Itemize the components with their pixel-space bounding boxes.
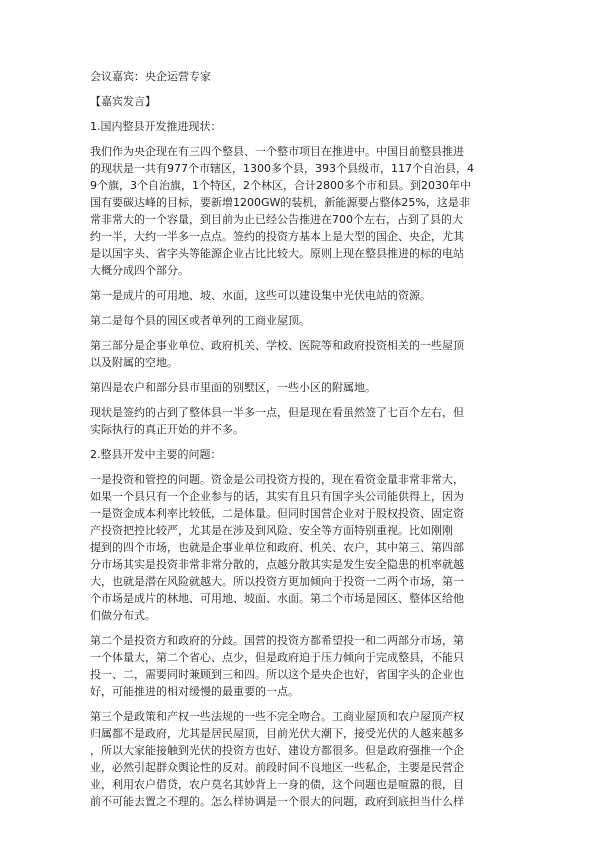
paragraph-signing-status: 现状是签约的占到了整体县一半多一点，但是现在看虽然签了七百个左右，但 实际执行的真正开始的并不多。 [90, 406, 464, 436]
paragraph-part-three: 第三部分是企事业单位、政府机关、学校、医院等和政府投资相关的一些屋顶 以及附属的空地。 [90, 339, 464, 369]
paragraph-status-overview: 我们作为央企现在有三四个整县、一个整市项目在推进中。中国目前整县推进 的现状是一共有977个市辖区，1300多个县，393个县级市，117个自治县，4 9个旗，3个自治旗，1个特区，2个林区，合计2800多个市和县。到2030年中 国有要碳达峰的目标，要新增1200GW的装机，新能源要占整体25%，这是非 常非常大的一个容量，到目前为止已经公告推进在700个左右，占到了县的大 约一半，大约一半多一点点。签约的投资方基本上是大型的国企、央企，尤其 是以国字头、省字头等能源企业占比比较大。原则上现在整县推进的标的电站 大概分成四个部分。 [90, 145, 474, 277]
paragraph-part-one: 第一是成片的可用地、坡、水面，这些可以建设集中光伏电站的资源。 [90, 289, 431, 302]
guest-line: 会议嘉宾：央企运营专家 [90, 70, 211, 83]
paragraph-part-four: 第四是农户和部分县市里面的别墅区，一些小区的附属地。 [90, 381, 376, 394]
document-page [90, 68, 510, 817]
section-tag: 【嘉宾发言】 [90, 95, 156, 108]
paragraph-part-two: 第二是每个县的园区或者单列的工商业屋顶。 [90, 314, 310, 327]
heading-main-problems: 2.整县开发中主要的问题： [90, 448, 222, 461]
paragraph-problem-divergence: 第二个是投资方和政府的分歧。国营的投资方都希望投一和二两部分市场，第 一个体量大，第二个省心、点少，但是政府迫于压力倾向于完成整县，不能只 投一、二，需要同时兼顾到三和四。所以这个是央企也好，省国字头的企业也 好，可能推进的相对缓慢的最重要的一点。 [90, 634, 464, 698]
paragraph-problem-investment: 一是投资和管控的问题。资金是公司投资方投的，现在看资金量非常非常大， 如果一个县只有一个企业参与的话，其实有且只有国字头公司能供得上，因为 一是资金成本利率比较低，二是体量。但同时国营企业对于股权投资、固定资 产投资把控比较严，尤其是在涉及到风险、安全等方面特别重视。比如刚刚 提到的四个市场，也就是企事业单位和政府、机关、农户，其中第三、第四部 分市场其实是投资非常非常分散的，点越分散其实是发生安全隐患的机率就越 大，也就是潜在风险就越大。所以投资方更加倾向于投资一二两个市场，第一 个市场是成片的林地、可用地、坡面、水面。第二个市场是园区、整体区给他 们做分布式。 [90, 473, 464, 622]
heading-current-status: 1.国内整县开发推进现状： [90, 120, 222, 133]
paragraph-problem-policy: 第三个是政策和产权一些法规的一些不完全吻合。工商业屋顶和农户屋顶产权 归属都不是政府，尤其是居民屋顶，目前光伏大潮下，接受光伏的人越来越多 ，所以大家能接触到光伏的投资方也好、建设方都很多。但是政府强推一个企 业，必然引起群众舆论性的反对。前段时间不良地区一些私企，主要是民营企 业，利用农户借贷，农户莫名其妙背上一身的债，这个问题也是喧嚣的很，目 前不可能去置之不理的。怎么样协调是一个很大的问题，政府到底担当什么样 [90, 710, 464, 808]
